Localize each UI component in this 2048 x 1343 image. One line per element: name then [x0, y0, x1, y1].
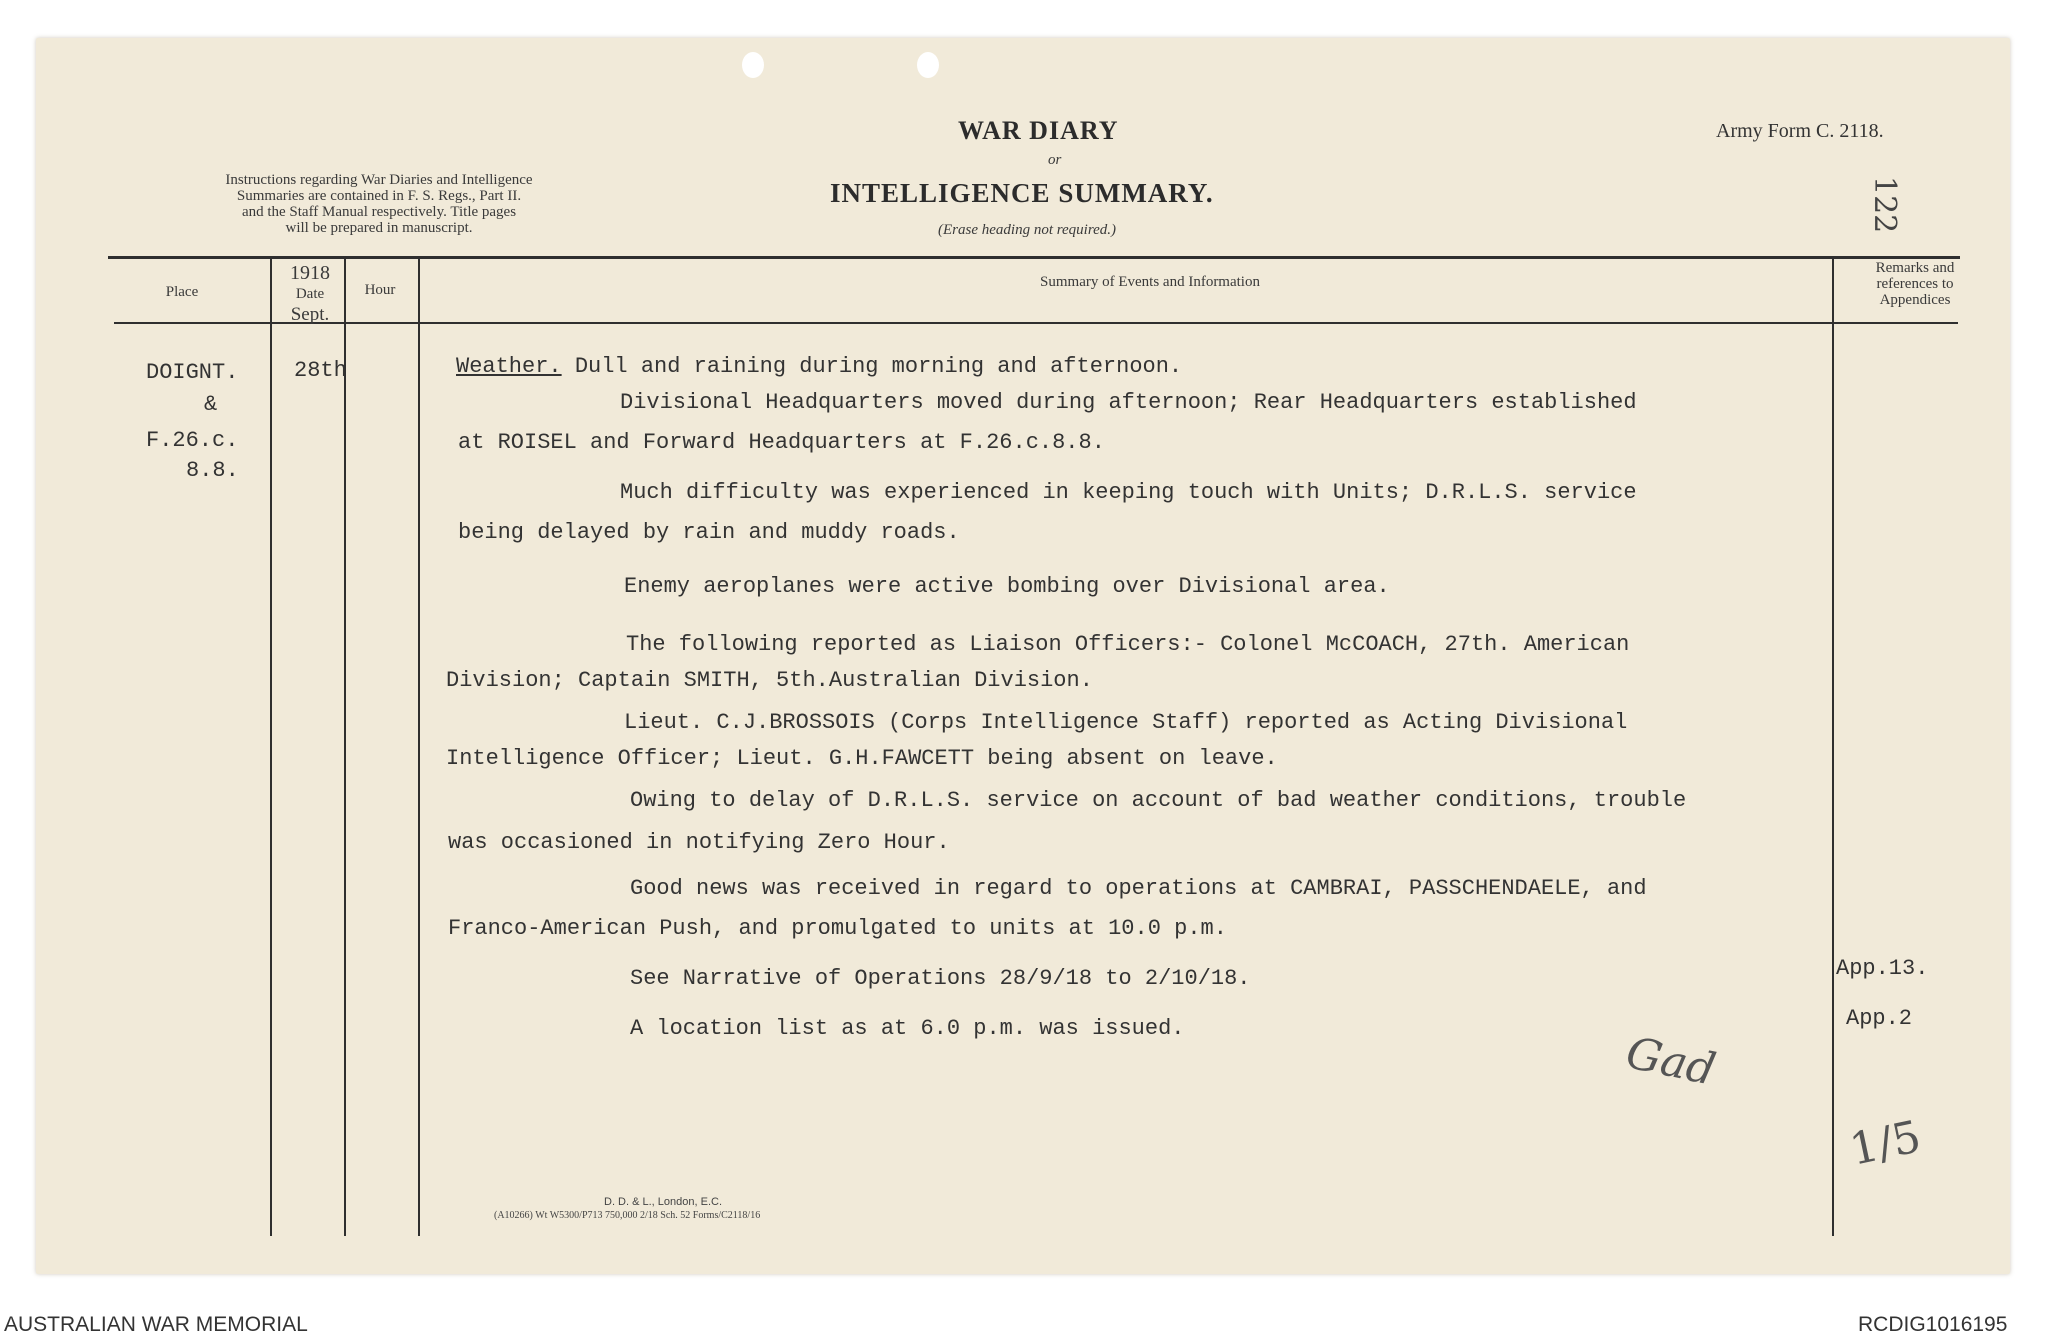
col-divider-hour: [418, 258, 420, 1236]
instructions-line: Instructions regarding War Diaries and Intelligence: [225, 172, 533, 188]
summary-line: Divisional Headquarters moved during afternoon; Rear Headquarters established: [620, 390, 1637, 415]
diary-subtitle: INTELLIGENCE SUMMARY.: [830, 178, 1214, 208]
remarks-appendix: App.13.: [1836, 956, 1929, 981]
or-label: or: [1048, 152, 1062, 168]
instructions-block: [154, 172, 604, 236]
place-line: 8.8.: [186, 458, 239, 483]
remarks-appendix: App.2: [1846, 1006, 1913, 1031]
weather-text: Dull and raining during morning and afternoon.: [561, 354, 1183, 379]
instructions-line: Summaries are contained in F. S. Regs., Part II.: [236, 188, 522, 204]
summary-line: The following reported as Liaison Officers:- Colonel McCOACH, 27th. American: [626, 632, 1630, 657]
col-head-place: Place: [165, 284, 199, 300]
col-divider-place: [270, 258, 272, 1236]
col-divider-remarks: [1832, 258, 1834, 1236]
col-head-remarks: [1840, 260, 1990, 308]
summary-line: was occasioned in notifying Zero Hour.: [448, 830, 950, 855]
erase-note: (Erase heading not required.): [938, 222, 1117, 238]
page-number: 122: [1867, 176, 1902, 234]
footer-right: RCDIG1016195: [1858, 1313, 2008, 1336]
col-divider-date: [344, 258, 346, 1236]
instructions-line: will be prepared in manuscript.: [285, 220, 473, 236]
summary-line: Enemy aeroplanes were active bombing over Divisional area.: [624, 574, 1390, 599]
footer-left: AUSTRALIAN WAR MEMORIAL: [4, 1313, 308, 1336]
col-head-remarks-line: Remarks and: [1875, 260, 1955, 276]
summary-line: at ROISEL and Forward Headquarters at F.26.c.8.8.: [458, 430, 1105, 455]
header-bottom-rule: [114, 322, 1958, 324]
col-head-remarks-line: Appendices: [1879, 292, 1951, 308]
summary-line: Division; Captain SMITH, 5th.Australian Division.: [446, 668, 1093, 693]
col-head-hour: Hour: [364, 282, 396, 298]
summary-line: Lieut. C.J.BROSSOIS (Corps Intelligence Staff) reported as Acting Divisional: [624, 710, 1628, 735]
printer-line: D. D. & L., London, E.C.: [604, 1196, 723, 1208]
summary-line: Much difficulty was experienced in keeping touch with Units; D.R.L.S. service: [620, 480, 1637, 505]
printer-line: (A10266) Wt W5300/P713 750,000 2/18 Sch. 52 Forms/C2118/16: [494, 1210, 761, 1221]
summary-line: See Narrative of Operations 28/9/18 to 2/10/18.: [630, 966, 1251, 991]
army-form-label: Army Form C. 2118.: [1716, 120, 1884, 142]
diary-title: WAR DIARY: [958, 116, 1119, 145]
summary-line: Good news was received in regard to operations at CAMBRAI, PASSCHENDAELE, and: [630, 876, 1647, 901]
col-head-month: Sept.: [290, 304, 330, 325]
summary-line: A location list as at 6.0 p.m. was issued.: [630, 1016, 1185, 1041]
place-line: &: [204, 392, 218, 417]
instructions-line: and the Staff Manual respectively. Title pages: [241, 204, 517, 220]
summary-line: Franco-American Push, and promulgated to units at 10.0 p.m.: [448, 916, 1227, 941]
summary-line: Owing to delay of D.R.L.S. service on account of bad weather conditions, trouble: [630, 788, 1687, 813]
header-top-rule: [108, 256, 1960, 259]
punch-hole-right: [917, 52, 939, 78]
entry-date: 28th: [294, 358, 347, 383]
col-head-date: Date: [295, 286, 325, 302]
punch-hole-left: [742, 52, 764, 78]
handwritten-folio: 1/5: [1845, 1111, 1926, 1176]
place-line: DOIGNT.: [146, 360, 239, 385]
weather-line: [456, 354, 1182, 379]
place-line: F.26.c.: [146, 428, 239, 453]
col-head-remarks-line: references to: [1876, 276, 1954, 292]
weather-label: Weather.: [456, 354, 562, 379]
handwritten-initials: Gad: [1621, 1027, 1720, 1096]
col-head-year: 1918: [290, 262, 330, 284]
summary-line: being delayed by rain and muddy roads.: [458, 520, 960, 545]
summary-line: Intelligence Officer; Lieut. G.H.FAWCETT being absent on leave.: [446, 746, 1278, 771]
col-head-summary: Summary of Events and Information: [1040, 274, 1260, 290]
